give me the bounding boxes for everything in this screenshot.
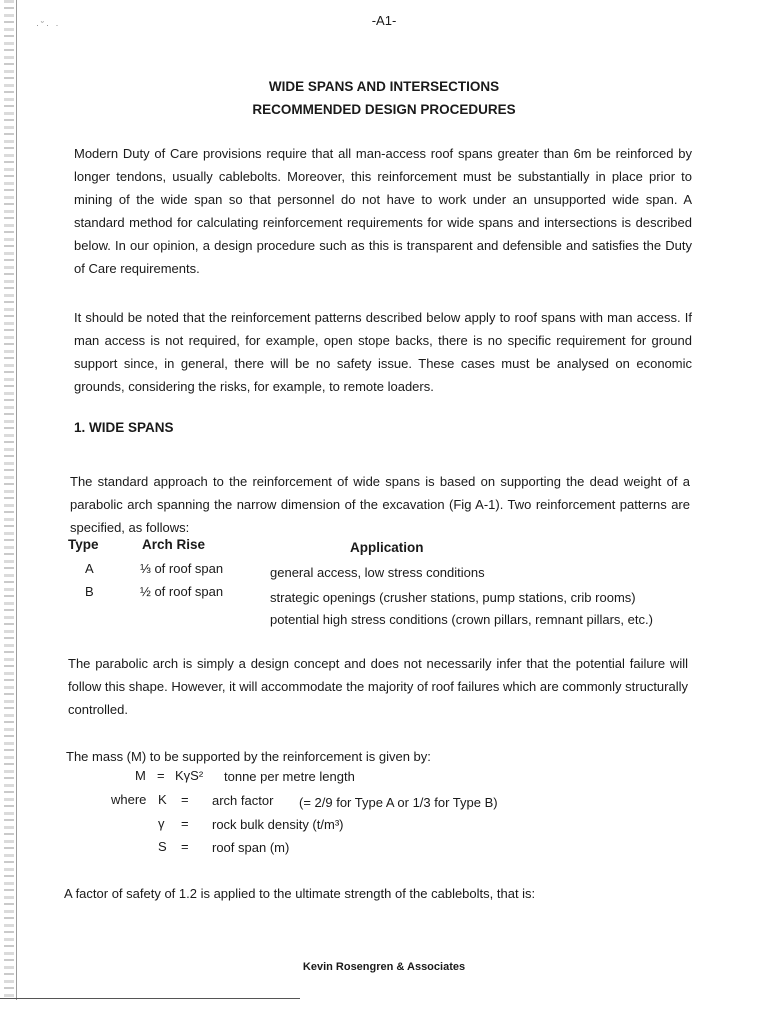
- equation-definition: arch factor: [212, 793, 274, 808]
- equation-symbol: S: [158, 839, 167, 854]
- table-row-type: A: [85, 561, 94, 576]
- equation-def-equals: =: [181, 792, 189, 807]
- table-row-application: general access, low stress conditions: [270, 565, 485, 580]
- scan-marks: ·˘· ·: [36, 20, 61, 30]
- bottom-rule: [0, 998, 300, 999]
- document-subtitle: RECOMMENDED DESIGN PROCEDURES: [252, 102, 516, 117]
- page-number: -A1-: [371, 13, 397, 28]
- scan-edge-line: [16, 0, 17, 1000]
- equation-unit: tonne per metre length: [224, 769, 355, 784]
- section-heading-wide-spans: 1. WIDE SPANS: [74, 420, 174, 435]
- equation-where: where: [111, 792, 147, 807]
- equation-symbol: K: [158, 792, 167, 807]
- table-row-type: B: [85, 584, 94, 599]
- mass-paragraph: The mass (M) to be supported by the reinforcement is given by:: [66, 749, 431, 764]
- footer-company: Kevin Rosengren & Associates: [302, 961, 466, 973]
- table-row-application-continued: potential high stress conditions (crown pillars, remnant pillars, etc.): [270, 612, 653, 627]
- equation-note: (= 2/9 for Type A or 1/3 for Type B): [299, 795, 498, 810]
- equation-rhs: KγS²: [175, 768, 204, 783]
- note-paragraph: It should be noted that the reinforcement patterns described below apply to roof spans with man access. If man access is not required, for example, open stope backs, there is no specific requirement for ground support since, in general, there will be no safety issue. These cases must be analysed on economic grounds, considering the risks, for example, to remote loaders.: [74, 310, 692, 394]
- table-row-application: strategic openings (crusher stations, pump stations, crib rooms): [270, 590, 636, 605]
- table-header-arch-rise: Arch Rise: [142, 537, 206, 552]
- equation-equals: =: [157, 768, 165, 783]
- scan-edge-artifact: [4, 0, 14, 1000]
- equation-def-equals: =: [181, 816, 189, 831]
- equation-def-equals: =: [181, 839, 189, 854]
- parabolic-arch-paragraph: The parabolic arch is simply a design concept and does not necessarily infer that the potential failure will follow this shape. However, it will accommodate the majority of roof failures which are commonly structurally controlled.: [68, 656, 688, 717]
- equation-definition: rock bulk density (t/m³): [212, 817, 344, 832]
- table-header-application: Application: [350, 540, 424, 555]
- intro-paragraph: Modern Duty of Care provisions require that all man-access roof spans greater than 6m be reinforced by longer tendons, usually cablebolts. Moreover, this reinforcement must be substantially in place prior to mining of the wide span so that personnel do not have to work under an unsupported wide span. A standard method for calculating reinforcement requirements for wide spans and intersections is described below. In our opinion, a design procedure such as this is transparent and defensible and satisfies the Duty of Care requirements.: [74, 146, 692, 276]
- equation-definition: roof span (m): [212, 840, 290, 855]
- standard-approach-paragraph: The standard approach to the reinforcement of wide spans is based on supporting the dead weight of a parabolic arch spanning the narrow dimension of the excavation (Fig A-1). Two reinforcement patterns are specified, as follows:: [70, 474, 690, 535]
- table-row-arch-rise: ⅓ of roof span: [140, 561, 224, 576]
- equation-symbol: γ: [158, 816, 165, 831]
- safety-factor-paragraph: A factor of safety of 1.2 is applied to the ultimate strength of the cablebolts, that is:: [64, 886, 536, 901]
- table-row-arch-rise: ½ of roof span: [140, 584, 224, 599]
- document-title: WIDE SPANS AND INTERSECTIONS: [268, 79, 500, 94]
- table-header-type: Type: [68, 537, 99, 552]
- equation-lhs: M: [135, 768, 146, 783]
